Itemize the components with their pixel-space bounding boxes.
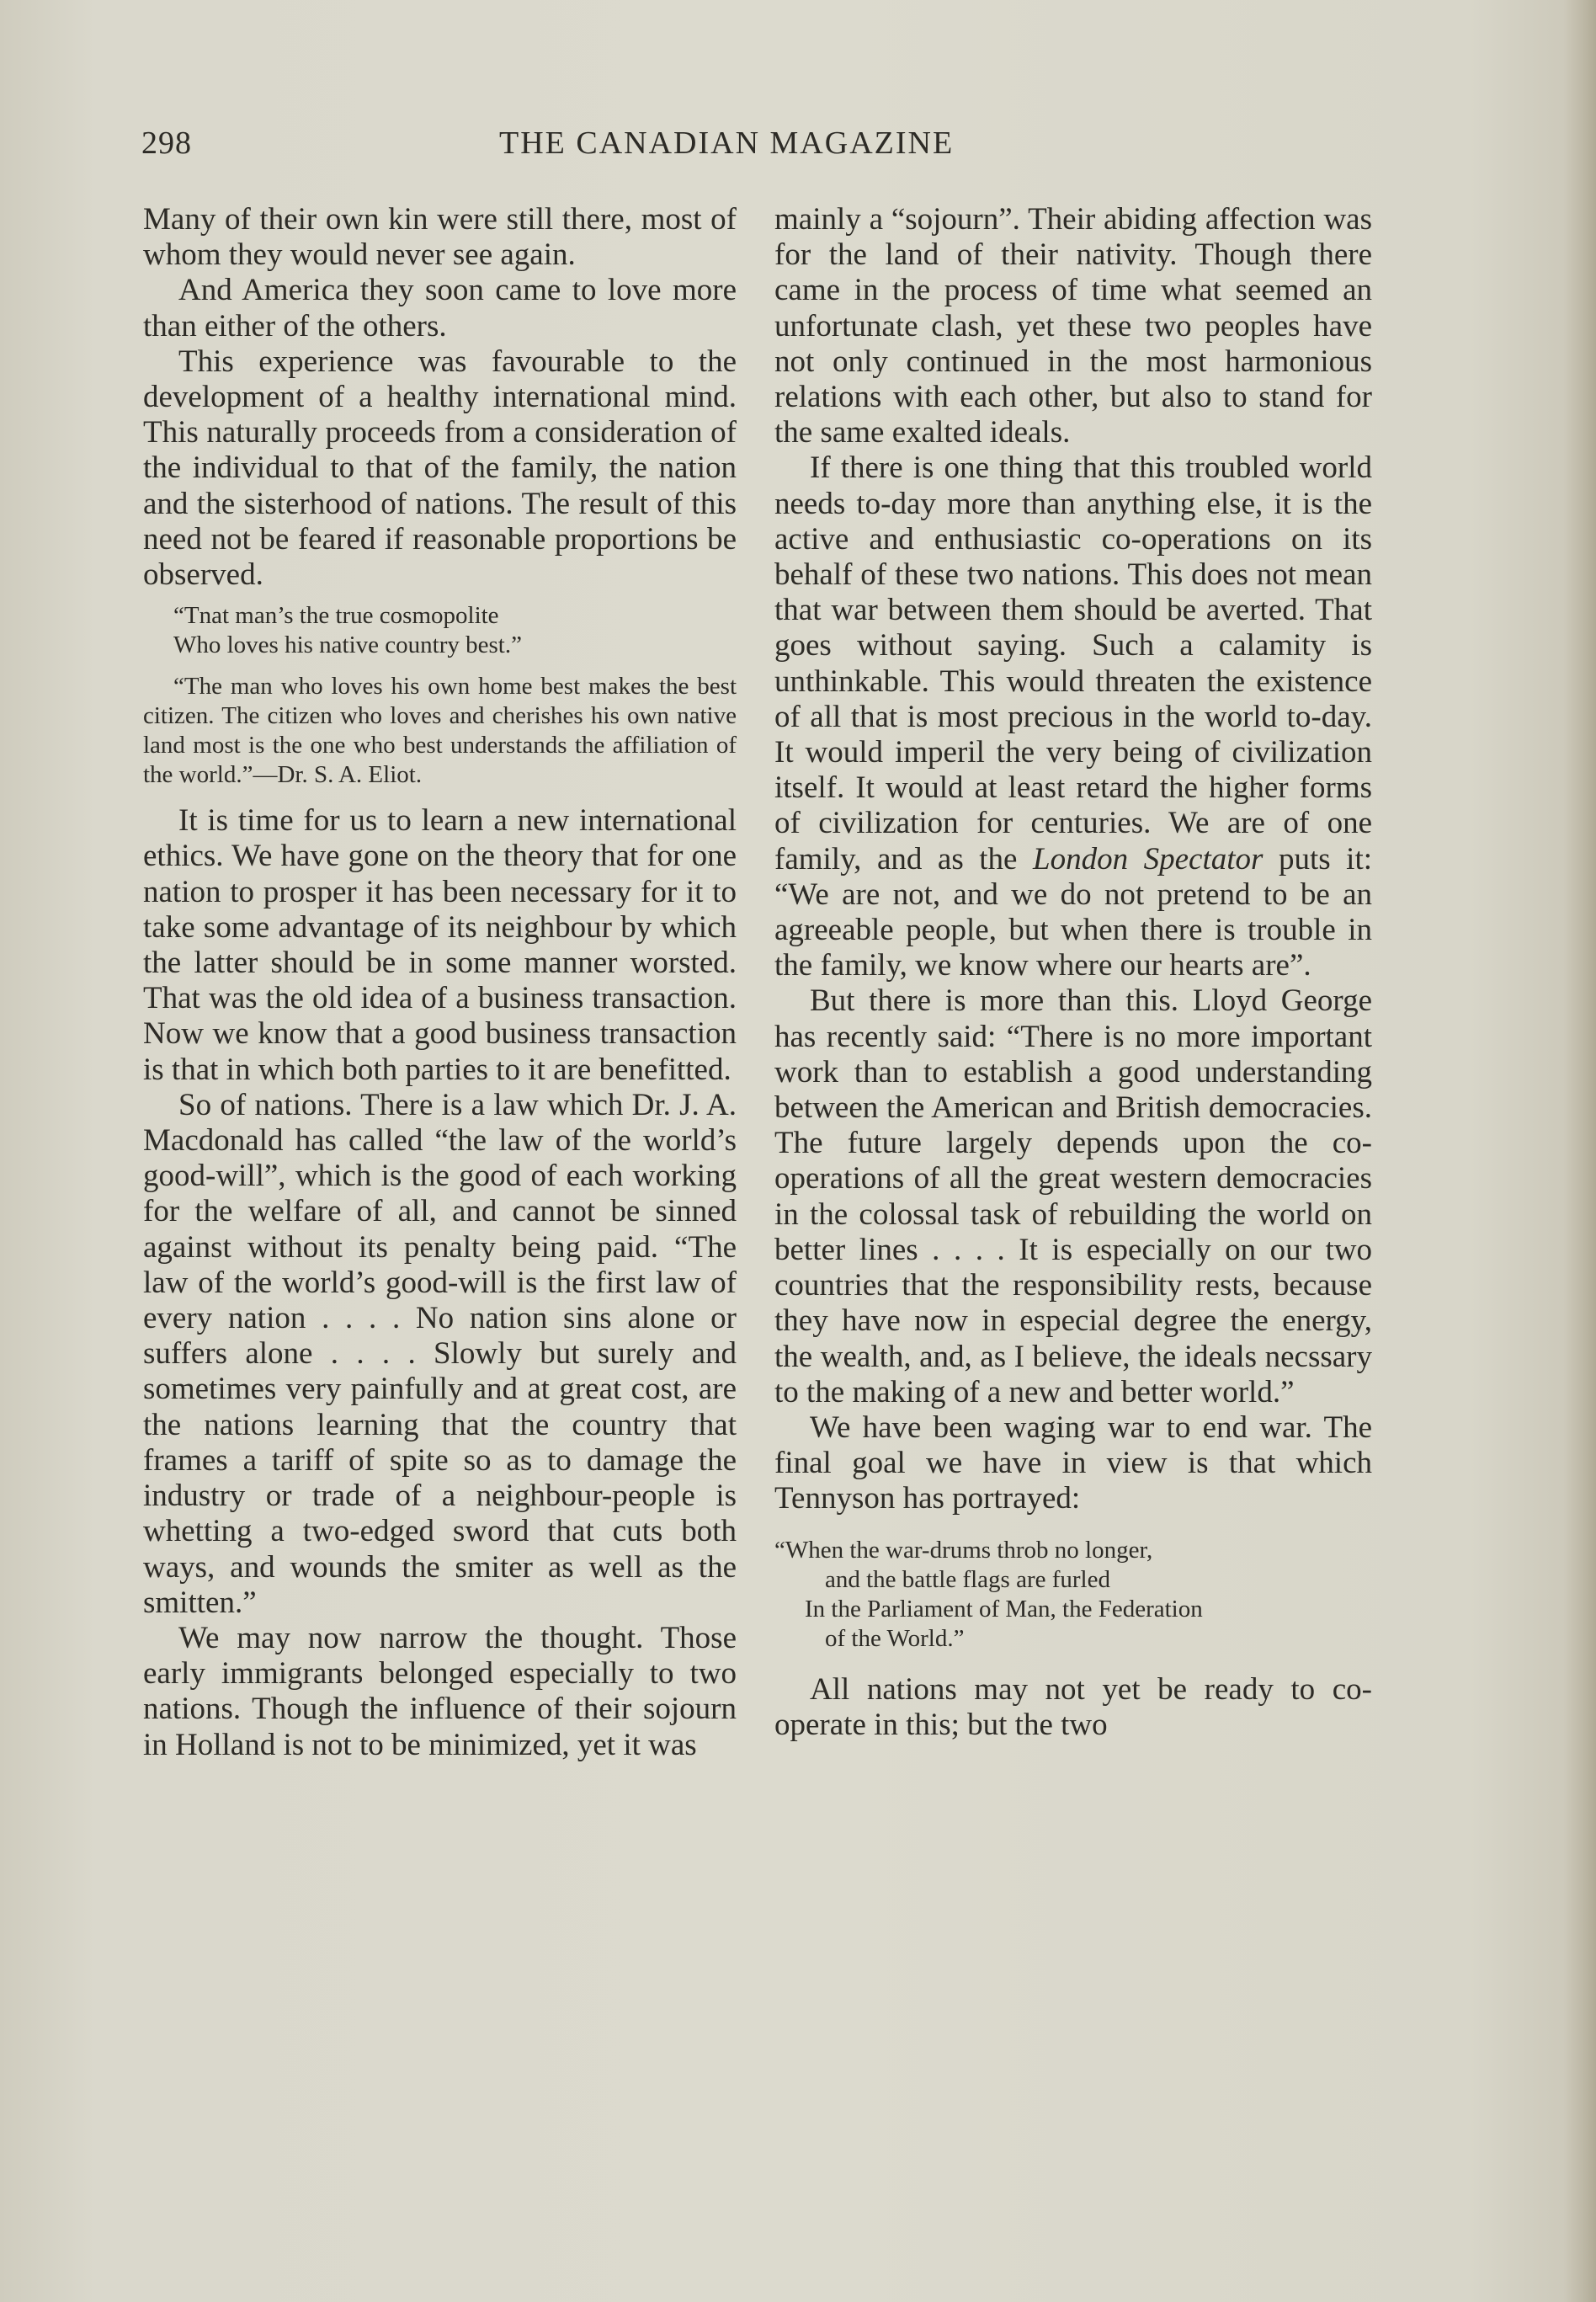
paragraph: This experience was favourable to the development of a healthy international mind. This naturally proceeds from a consideration of the individual to that of the family, the nation and the sisterhood of nations. The result of this need not be feared if reasonable proportions be observed. bbox=[143, 344, 737, 593]
block-quote: “The man who loves his own home best makes the best citizen. The citizen who loves and cherishes his own native land most is the one who best understands the affiliation of the world.”—Dr. S. A. Eliot. bbox=[143, 673, 737, 789]
verse-line: “When the war-drums throb no longer, bbox=[774, 1536, 1153, 1564]
tennyson-quote bbox=[774, 1536, 1372, 1654]
paragraph bbox=[774, 450, 1372, 983]
paragraph: mainly a “sojourn”. Their abiding affection was for the land of their nativity. Though there came in the process of time what seemed an unfortunate clash, yet these two peoples have not only continued in the most harmonious relations with each other, but also to stand for the same exalted ideals. bbox=[774, 202, 1372, 450]
left-column bbox=[143, 202, 737, 1763]
paragraph: So of nations. There is a law which Dr. J. A. Macdonald has called “the law of the world’s good-will”, which is the good of each working for the welfare of all, and cannot be sinned against without its penalty being paid. “The law of the world’s good-will is the first law of every nation . . . . No nation sins alone or suffers alone . . . . Slowly but surely and sometimes very painfully and at great cost, are the nations learning that the country that frames a tariff of spite so as to damage the industry or trade of a neighbour-people is whetting a two-edged sword that cuts both ways, and wounds the smiter as well as the smitten.” bbox=[143, 1087, 737, 1620]
paragraph: It is time for us to learn a new international ethics. We have gone on the theory that for one nation to prosper it has been necessary for it to take some advantage of its neighbour by which the latter should be in some manner worsted. That was the old idea of a business transaction. Now we know that a good business transaction is that in which both parties to it are benefitted. bbox=[143, 803, 737, 1087]
verse-line: In the Parliament of Man, the Federation bbox=[805, 1595, 1203, 1623]
publication-title: London Spectator bbox=[1033, 841, 1264, 877]
paragraph: All nations may not yet be ready to co-operate in this; but the two bbox=[774, 1671, 1372, 1742]
verse-line: “Tnat man’s the true cosmopolite bbox=[173, 602, 499, 630]
page-header bbox=[141, 125, 1379, 167]
paragraph: But there is more than this. Lloyd George has recently said: “There is no more important work than to establish a good understanding between the American and British democracies. The future largely depends upon the co-operations of all the great western democracies in the colossal task of rebuilding the world on better lines . . . . It is especially on our two countries that the responsibility rests, because they have now in especial degree the energy, the wealth, and, as I believe, the ideals necssary to the making of a new and better world.” bbox=[774, 983, 1372, 1409]
paragraph: And America they soon came to love more than either of the others. bbox=[143, 273, 737, 344]
page-edge bbox=[1564, 0, 1596, 2302]
paragraph-text: puts it: “We are not, and we do not pretend to be an agreeable people, but when there is trouble in the family, we know where our hearts are”. bbox=[774, 841, 1372, 983]
paragraph-text: If there is one thing that this troubled world needs to-day more than anything else, it is the active and enthusiastic co-operations on its behalf of these two nations. This does not mean that war between them should be averted. That goes without saying. Such a calamity is unthinkable. This would threaten the existence of all that is most precious in the world to-day. It would imperil the very being of civilization itself. It would at least retard the higher forms of civilization for centuries. We are of one family, and as the bbox=[774, 450, 1372, 877]
verse-line: Who loves his native country best.” bbox=[173, 631, 522, 659]
page-number: 298 bbox=[141, 125, 192, 161]
right-column bbox=[774, 202, 1372, 1743]
paragraph: Many of their own kin were still there, most of whom they would never see again. bbox=[143, 202, 737, 273]
paragraph: We have been waging war to end war. The final goal we have in view is that which Tennyson has portrayed: bbox=[774, 1409, 1372, 1516]
verse-line: of the World.” bbox=[825, 1624, 965, 1652]
verse-quote bbox=[143, 601, 737, 660]
running-head: THE CANADIAN MAGAZINE bbox=[499, 125, 955, 161]
verse-line: and the battle flags are furled bbox=[825, 1565, 1110, 1593]
paragraph: We may now narrow the thought. Those early immigrants belonged especially to two nations. Though the influence of their sojourn in Holland is not to be minimized, yet it was bbox=[143, 1620, 737, 1762]
